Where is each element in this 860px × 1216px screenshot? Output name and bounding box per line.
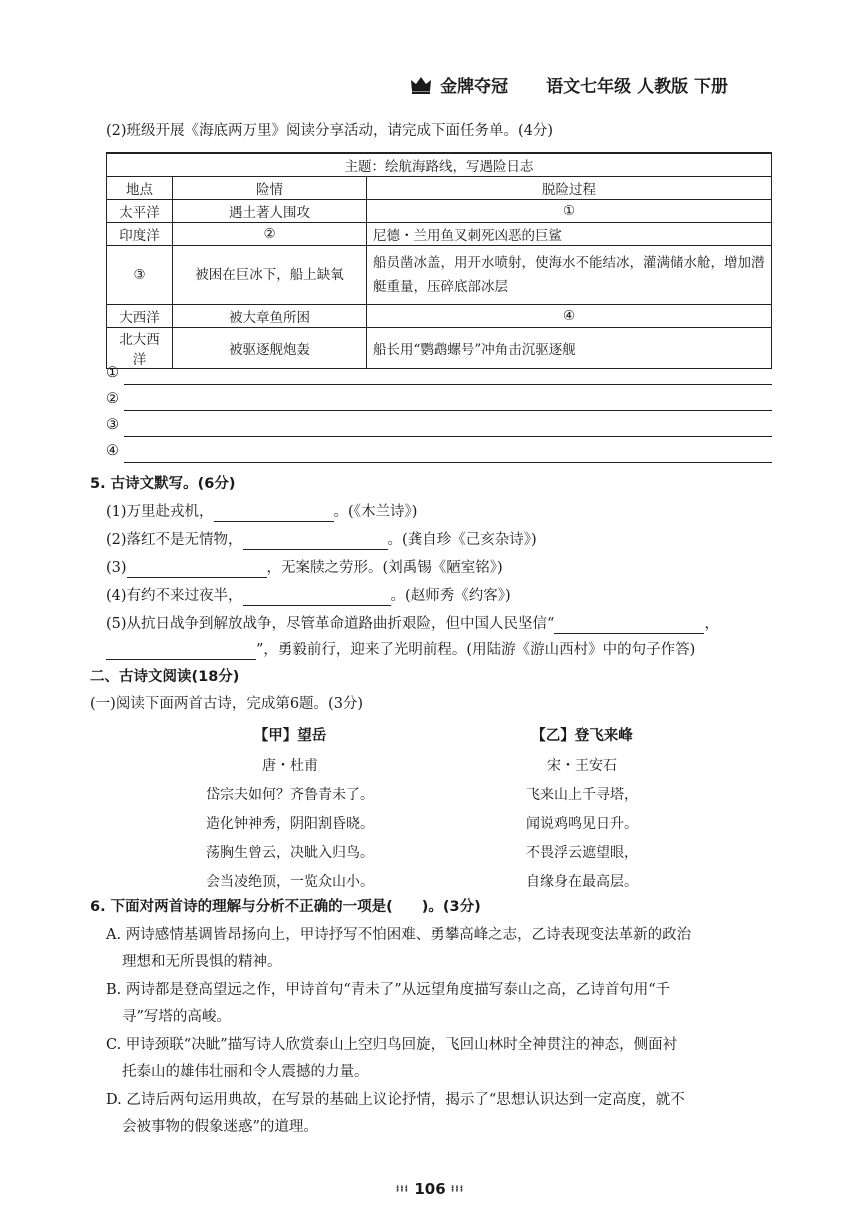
answer-mark: ③ [106, 417, 119, 433]
fill-blank[interactable] [214, 505, 334, 522]
q5-item-1: (1)万里赴戎机， 。(《木兰诗》) [106, 504, 418, 520]
table-row [107, 246, 772, 305]
table-header: 脱险过程 [367, 177, 772, 200]
poem-b [492, 724, 672, 897]
table-cell: 被驱逐舰炮轰 [173, 328, 367, 369]
table-theme-row [107, 153, 772, 177]
answer-mark: ② [106, 391, 119, 407]
table-cell: ④ [367, 305, 772, 328]
poem-title: 【甲】望岳 [253, 728, 327, 744]
table-row [107, 305, 772, 328]
fill-blank[interactable] [106, 643, 256, 660]
answer-mark: ④ [106, 443, 119, 459]
table-cell: 北大西洋 [107, 328, 173, 369]
dots-left-icon: ⁞⁞⁞ [395, 1184, 410, 1195]
table-row [107, 223, 772, 246]
poem-author: 宋・王安石 [547, 758, 617, 774]
section-2-sub1: (一)阅读下面两首古诗，完成第6题。(3分) [90, 696, 364, 712]
q6-option-a-line1[interactable]: A. 两诗感情基调皆昂扬向上，甲诗抒写不怕困难、勇攀高峰之志，乙诗表现变法革新的政治 [106, 927, 692, 943]
q6-option-c-line2: 托泰山的雄伟壮丽和令人震撼的力量。 [122, 1064, 369, 1080]
poem-line: 自缘身在最高层。 [526, 874, 638, 890]
table-cell: 太平洋 [107, 200, 173, 223]
poem-title: 【乙】登飞来峰 [531, 728, 633, 744]
q6-option-d-line1[interactable]: D. 乙诗后两句运用典故，在写景的基础上议论抒情，揭示了“思想认识达到一定高度，就不 [106, 1092, 685, 1108]
poem-line: 会当凌绝顶，一览众山小。 [206, 874, 374, 890]
table-cell: 大西洋 [107, 305, 173, 328]
table-cell: ③ [107, 246, 173, 305]
page-footer [0, 1180, 860, 1198]
poem-line: 不畏浮云遮望眼， [526, 845, 638, 861]
answer-line-2[interactable] [106, 391, 772, 411]
table-cell: ② [173, 223, 367, 246]
table-cell: 被困在巨冰下，船上缺氧 [173, 246, 367, 305]
q5-item-2: (2)落红不是无情物， 。(龚自珍《己亥杂诗》) [106, 532, 537, 548]
poem-a [185, 724, 395, 897]
poem-author: 唐・杜甫 [262, 758, 318, 774]
q4-2-prompt: (2)班级开展《海底两万里》阅读分享活动，请完成下面任务单。(4分) [106, 123, 554, 139]
page-header [410, 72, 728, 97]
brand-name: 金牌夺冠 [440, 77, 509, 97]
task-table [106, 152, 772, 369]
q6-option-d-line2: 会被事物的假象迷惑”的道理。 [122, 1119, 318, 1135]
table-cell: 遇土著人围攻 [173, 200, 367, 223]
q5-title: 5. 古诗文默写。(6分) [90, 476, 236, 492]
section-2-title: 二、古诗文阅读(18分) [90, 669, 240, 685]
table-header: 地点 [107, 177, 173, 200]
poem-line: 岱宗夫如何？齐鲁青未了。 [206, 787, 374, 803]
crown-icon [410, 76, 432, 94]
fill-blank[interactable] [243, 589, 391, 606]
fill-blank[interactable] [243, 533, 388, 550]
q5-item-5-line1: (5)从抗日战争到解放战争，尽管革命道路曲折艰险，但中国人民坚信“ ， [106, 616, 719, 632]
table-cell: 尼德・兰用鱼叉刺死凶恶的巨鲨 [367, 223, 772, 246]
table-cell: 船长用“鹦鹉螺号”冲角击沉驱逐舰 [367, 328, 772, 369]
table-row [107, 328, 772, 369]
poem-line: 荡胸生曾云，决眦入归鸟。 [206, 845, 374, 861]
poem-line: 闻说鸡鸣见日升。 [526, 816, 638, 832]
dots-right-icon: ⁞⁞⁞ [450, 1184, 465, 1195]
q5-item-5-line2: ”，勇毅前行，迎来了光明前程。(用陆游《游山西村》中的句子作答) [106, 640, 695, 660]
table-cell: ① [367, 200, 772, 223]
table-cell: 印度洋 [107, 223, 173, 246]
q6-option-b-line2: 寻”写塔的高峻。 [122, 1009, 231, 1025]
q5-item-4: (4)有约不来过夜半， 。(赵师秀《约客》) [106, 588, 511, 604]
q6-option-c-line1[interactable]: C. 甲诗颈联“决眦”描写诗人欣赏泰山上空归鸟回旋，飞回山林时全神贯注的神态，侧面衬 [106, 1037, 678, 1053]
answer-line-1[interactable] [106, 365, 772, 385]
book-subtitle: 语文七年级 人教版 下册 [546, 77, 728, 97]
page-number: 106 [414, 1180, 446, 1198]
q5-item-3: (3) ，无案牍之劳形。(刘禹锡《陋室铭》) [106, 560, 503, 576]
table-header-row [107, 177, 772, 200]
q6-option-a-line2: 理想和无所畏惧的精神。 [122, 954, 282, 970]
fill-blank[interactable] [554, 617, 704, 634]
poem-line: 飞来山上千寻塔， [526, 787, 638, 803]
answer-mark: ① [106, 365, 119, 381]
table-cell: 船员凿冰盖，用开水喷射，使海水不能结冰，灌满储水舱，增加潜艇重量，压碎底部冰层 [367, 246, 772, 305]
answer-line-3[interactable] [106, 417, 772, 437]
q6-stem: 6. 下面对两首诗的理解与分析不正确的一项是( )。(3分) [90, 899, 481, 915]
table-header: 险情 [173, 177, 367, 200]
table-row [107, 200, 772, 223]
answer-line-4[interactable] [106, 443, 772, 463]
table-theme: 主题：绘航海路线，写遇险日志 [107, 153, 772, 177]
fill-blank[interactable] [127, 561, 267, 578]
poem-line: 造化钟神秀，阴阳割昏晓。 [206, 816, 374, 832]
table-cell: 被大章鱼所困 [173, 305, 367, 328]
q6-option-b-line1[interactable]: B. 两诗都是登高望远之作，甲诗首句“青未了”从远望角度描写泰山之高，乙诗首句用“千 [106, 982, 671, 998]
